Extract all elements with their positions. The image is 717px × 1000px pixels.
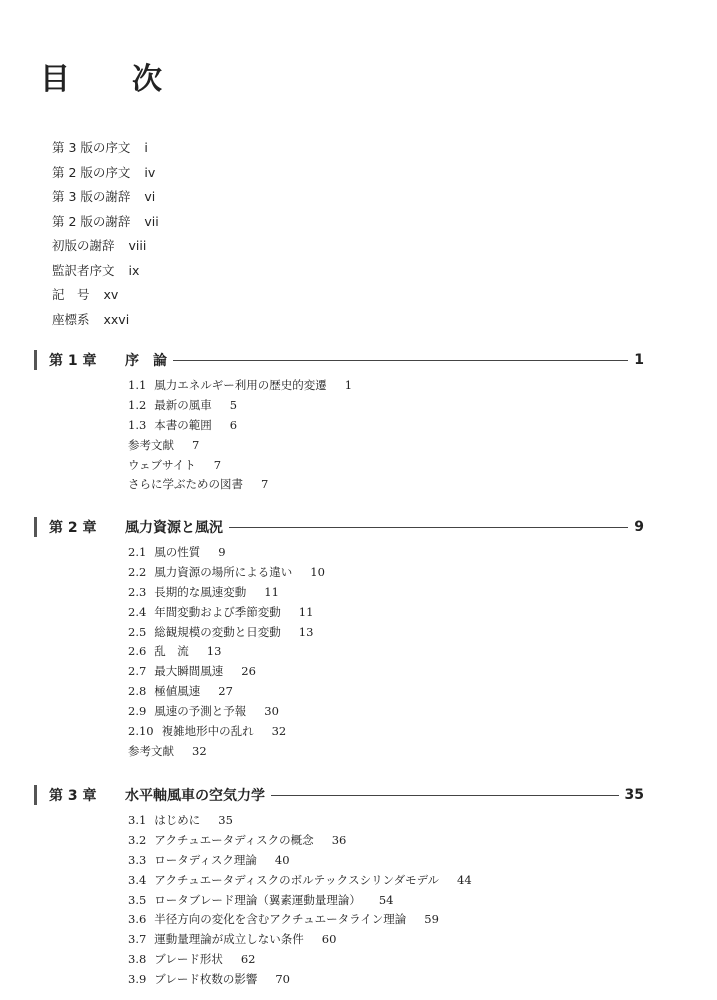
chapter-3	[34, 783, 644, 990]
section-item[interactable]: 2.7 最大瞬間風速 26	[128, 664, 256, 679]
front-matter-item[interactable]: 監訳者序文 ix	[52, 262, 140, 278]
section-item[interactable]: 1.2 最新の風車 5	[128, 397, 238, 412]
section-item[interactable]: 3.5 ロータブレード理論（翼素運動量理論） 54	[128, 892, 394, 907]
section-item[interactable]: 3.3 ロータディスク理論 40	[128, 852, 290, 867]
front-matter-item[interactable]: 初版の謝辞 viii	[52, 238, 147, 253]
section-item[interactable]: 3.2 アクチュエータディスクの概念 36	[128, 832, 347, 847]
section-item[interactable]: 3.7 運動量理論が成立しない条件 60	[128, 932, 337, 947]
section-list	[128, 376, 644, 495]
chapter-marker-bar	[34, 350, 37, 370]
section-item[interactable]: 3.8 ブレード形状 62	[128, 952, 256, 967]
front-matter-item[interactable]: 第 2 版の謝辞 vii	[52, 213, 159, 229]
front-matter-item[interactable]: 第 2 版の序文 iv	[52, 164, 156, 180]
section-item[interactable]: 3.1 はじめに 35	[128, 813, 233, 827]
section-list	[128, 811, 644, 990]
front-matter-item[interactable]: 座標系 xxvi	[52, 311, 130, 327]
front-matter-item[interactable]: 第 3 版の序文 i	[52, 140, 148, 155]
chapter-number: 第 2 章	[49, 520, 97, 536]
chapter-heading[interactable]	[34, 515, 644, 539]
chapter-leader-rule	[173, 360, 628, 361]
section-list	[128, 543, 644, 762]
chapter-page: 1	[634, 352, 644, 368]
chapter-heading[interactable]	[34, 783, 644, 807]
section-item[interactable]: 2.8 極値風速 27	[128, 684, 233, 699]
chapter-leader-rule	[229, 527, 628, 528]
section-item[interactable]: ウェブサイト 7	[128, 457, 222, 472]
section-item[interactable]: 2.1 風の性質 9	[128, 545, 226, 559]
front-matter-item[interactable]: 記 号 xv	[52, 287, 119, 302]
section-item[interactable]: 2.10 複雑地形中の乱れ 32	[128, 724, 287, 739]
section-item[interactable]: 3.4 アクチュエータディスクのボルテックスシリンダモデル 44	[128, 872, 472, 887]
section-item[interactable]: 1.1 風力エネルギー利用の歴史的変遷 1	[128, 378, 353, 392]
chapter-number: 第 3 章	[49, 788, 97, 804]
section-item[interactable]: 3.9 ブレード枚数の影響 70	[128, 972, 290, 987]
section-item[interactable]: 2.3 長期的な風速変動 11	[128, 584, 279, 599]
chapter-page: 35	[624, 787, 644, 803]
section-item[interactable]: 2.4 年間変動および季節変動 11	[128, 604, 314, 619]
chapter-leader-rule	[271, 795, 619, 796]
chapter-marker-bar	[34, 517, 37, 537]
chapter-marker-bar	[34, 785, 37, 805]
chapter-heading[interactable]	[34, 348, 644, 372]
chapter-title: 風力資源と風況	[125, 520, 223, 536]
page-title: 目 次	[40, 62, 178, 97]
section-item[interactable]: 2.6 乱 流 13	[128, 644, 222, 659]
section-item[interactable]: 3.6 半径方向の変化を含むアクチュエータライン理論 59	[128, 912, 439, 927]
front-matter-item[interactable]: 第 3 版の謝辞 vi	[52, 189, 156, 204]
section-item[interactable]: 2.9 風速の予測と予報 30	[128, 704, 279, 719]
section-item[interactable]: 2.2 風力資源の場所による違い 10	[128, 564, 325, 579]
chapter-title: 水平軸風車の空気力学	[125, 788, 265, 804]
chapter-title: 序 論	[125, 353, 167, 369]
section-item[interactable]: さらに学ぶための図書 7	[128, 477, 269, 492]
section-item[interactable]: 参考文献 7	[128, 437, 200, 452]
chapter-page: 9	[634, 519, 644, 535]
section-item[interactable]: 1.3 本書の範囲 6	[128, 417, 238, 432]
front-matter-list	[52, 136, 352, 332]
section-item[interactable]: 参考文献 32	[128, 743, 207, 758]
chapter-number: 第 1 章	[49, 353, 97, 369]
chapter-2	[34, 515, 644, 762]
section-item[interactable]: 2.5 総観規模の変動と日変動 13	[128, 624, 314, 639]
chapter-1	[34, 348, 644, 495]
